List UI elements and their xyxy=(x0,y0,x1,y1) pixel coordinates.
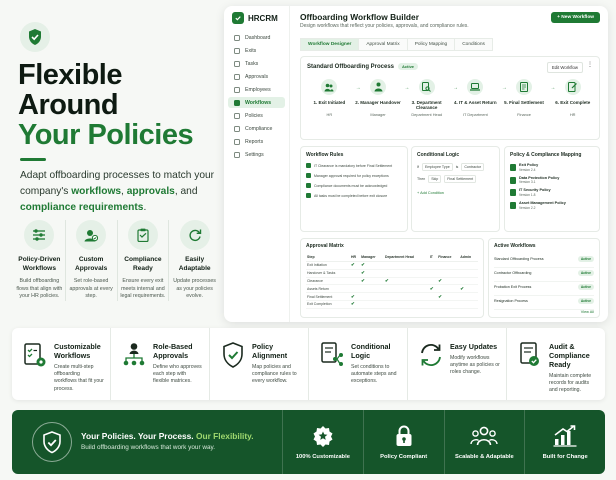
growth-chart-icon xyxy=(553,425,577,447)
hero-title-line3: Your Policies xyxy=(18,119,194,151)
sidebar-item-label: Policies xyxy=(245,112,263,119)
banner-title xyxy=(81,431,254,441)
workflow-name: Standard Offboarding Process xyxy=(494,257,544,261)
workflow-rules-card xyxy=(300,146,408,232)
hero-title-line2: Around xyxy=(18,89,119,121)
banner-subtitle: Build offboarding workflows that work your way. xyxy=(81,444,216,451)
matrix-header: Department Head xyxy=(384,254,429,262)
matrix-cell[interactable] xyxy=(459,300,478,308)
matrix-cell[interactable] xyxy=(429,262,437,270)
feature-desc: Modify workflows anytime as policies or roles change. xyxy=(450,355,500,376)
rule-icon xyxy=(306,193,311,198)
policy-version: Version 3.1 xyxy=(519,180,536,185)
settings-icon xyxy=(234,152,240,158)
matrix-cell[interactable] xyxy=(429,293,437,301)
rule-icon xyxy=(306,173,311,178)
document-search-icon xyxy=(419,79,435,95)
rule-icon xyxy=(306,163,311,168)
hero-sub-end: . xyxy=(143,202,147,213)
rule-text: Manager approval required for policy exceptions xyxy=(314,173,389,178)
status-badge: Active xyxy=(578,270,594,276)
banner-item-label: Built for Change xyxy=(542,453,588,460)
rule-item[interactable] xyxy=(306,183,402,188)
matrix-cell[interactable] xyxy=(437,269,459,277)
condition-row xyxy=(417,175,494,183)
condition-row xyxy=(417,163,494,171)
invoice-icon xyxy=(516,79,532,95)
reports-icon xyxy=(234,139,240,145)
process-step[interactable] xyxy=(402,79,459,117)
process-title: Standard Offboarding Process xyxy=(307,63,395,70)
dashboard-icon xyxy=(234,35,240,41)
bottom-banner xyxy=(12,410,605,474)
hero-feature-title: Easily Adaptable xyxy=(178,256,211,272)
matrix-cell[interactable] xyxy=(459,277,478,285)
process-header xyxy=(307,63,418,70)
matrix-cell[interactable] xyxy=(459,269,478,277)
matrix-step: Final Settlement xyxy=(306,293,350,301)
policies-icon xyxy=(234,113,240,119)
workflow-row[interactable] xyxy=(494,282,594,296)
shield-check-icon xyxy=(32,422,72,462)
new-workflow-button[interactable]: + New Workflow xyxy=(551,12,600,23)
hero-sub-sep: , xyxy=(121,186,127,197)
feature-item xyxy=(111,328,210,400)
policy-version: Version 2.4 xyxy=(519,167,536,172)
sidebar-item-compliance[interactable] xyxy=(228,123,285,134)
hero-feature-desc: Build offboarding flows that align with your HR policies. xyxy=(16,278,63,299)
feature-desc: Define who approves each step with flexible matrices. xyxy=(153,364,202,385)
feature-title: Easy Updates xyxy=(450,342,498,351)
table-row[interactable] xyxy=(306,285,478,293)
sidebar-item-reports[interactable] xyxy=(228,136,285,147)
policy-doc-icon xyxy=(510,202,516,209)
matrix-cell[interactable] xyxy=(350,269,360,277)
check-icon[interactable]: ✔ xyxy=(459,285,478,293)
rule-text: IT Clearance is mandatory before Final Settlement xyxy=(314,163,393,168)
view-all-link[interactable]: View All xyxy=(580,310,594,314)
feature-desc: Set conditions to automate steps and exceptions. xyxy=(351,364,397,385)
hero-feature xyxy=(14,220,66,301)
card-title: Active Workflows xyxy=(494,243,536,249)
process-step[interactable] xyxy=(451,79,507,117)
hero-sub-text: Adapt offboarding processes to match your company's xyxy=(20,170,215,197)
policy-name: Asset Management Policy xyxy=(519,201,566,206)
exits-icon xyxy=(234,48,240,54)
hero-feature xyxy=(169,220,220,301)
sliders-icon xyxy=(24,220,54,250)
step-name: 6. Exit Complete xyxy=(555,100,591,105)
matrix-step: Assets Return xyxy=(306,285,350,293)
hero-subtitle xyxy=(20,168,216,216)
matrix-cell[interactable] xyxy=(459,293,478,301)
arrow-right-icon: → xyxy=(550,85,556,91)
check-icon[interactable]: ✔ xyxy=(437,293,459,301)
status-badge: Active xyxy=(578,298,594,304)
matrix-cell[interactable] xyxy=(360,300,384,308)
matrix-header: IT xyxy=(429,254,437,262)
matrix-cell[interactable] xyxy=(429,300,437,308)
step-role: Finance xyxy=(517,112,531,117)
rule-item[interactable] xyxy=(306,163,402,168)
check-icon[interactable]: ✔ xyxy=(350,262,360,270)
matrix-step: Exit Completion xyxy=(306,300,350,308)
condition-action-select[interactable]: Skip xyxy=(428,175,441,183)
feature-desc: Map policies and compliance rules to every workflow. xyxy=(252,364,297,385)
sidebar-item-label: Dashboard xyxy=(245,34,271,41)
status-badge: Active xyxy=(578,256,594,262)
shield-check-icon xyxy=(220,342,246,368)
title-underline xyxy=(20,158,46,161)
matrix-cell[interactable] xyxy=(429,277,437,285)
matrix-step: Exit Initiation xyxy=(306,262,350,270)
banner-item xyxy=(363,410,444,474)
feature-title: Role-Based Approvals xyxy=(153,342,193,360)
check-icon[interactable]: ✔ xyxy=(437,277,459,285)
process-step[interactable] xyxy=(305,79,361,117)
matrix-cell[interactable] xyxy=(437,285,459,293)
check-icon[interactable]: ✔ xyxy=(360,269,384,277)
sidebar-item-label: Workflows xyxy=(245,99,272,106)
checklist-gear-icon xyxy=(22,342,48,368)
sidebar-item-label: Exits xyxy=(245,47,257,54)
policy-item[interactable] xyxy=(510,163,594,172)
feature-item xyxy=(12,328,111,400)
sidebar-item-dashboard[interactable] xyxy=(228,32,285,43)
approval-matrix-card xyxy=(300,238,484,318)
condition-field-select[interactable]: Employee Type xyxy=(422,163,453,171)
matrix-cell[interactable] xyxy=(360,293,384,301)
sidebar-item-label: Reports xyxy=(245,138,264,145)
hero-title xyxy=(18,60,193,150)
step-role: IT Department xyxy=(462,112,488,117)
manager-icon xyxy=(370,79,386,95)
matrix-cell[interactable] xyxy=(350,277,360,285)
clipboard-check-icon xyxy=(128,220,158,250)
workflows-icon xyxy=(234,100,240,106)
banner-items xyxy=(282,410,605,474)
condition-value-select[interactable]: Contractor xyxy=(461,163,484,171)
hero-feature xyxy=(118,220,170,301)
sidebar-item-settings[interactable] xyxy=(228,149,285,160)
policy-item[interactable] xyxy=(510,188,594,197)
matrix-step: Clearance xyxy=(306,277,350,285)
arrow-right-icon: → xyxy=(355,85,361,91)
rule-text: All tasks must be completed before exit closure xyxy=(314,193,388,198)
tab-workflow-designer[interactable]: Workflow Designer xyxy=(300,38,358,51)
step-name: 4. IT & Asset Return xyxy=(454,100,497,105)
process-steps xyxy=(305,79,597,117)
policy-version: Version 2.2 xyxy=(519,205,536,210)
sidebar-item-label: Approvals xyxy=(245,73,269,80)
hero-features xyxy=(14,220,220,301)
tab-policy-mapping[interactable]: Policy Mapping xyxy=(407,38,455,51)
hero-sub-workflows: workflows xyxy=(71,186,122,197)
laptop-icon xyxy=(467,79,483,95)
star-badge-icon xyxy=(312,425,334,447)
employees-icon xyxy=(234,87,240,93)
step-role: Department Head xyxy=(411,112,443,117)
hierarchy-icon xyxy=(121,342,147,368)
status-badge: Active xyxy=(398,63,418,70)
refresh-icon xyxy=(180,220,210,250)
banner-item xyxy=(282,410,363,474)
arrow-right-icon: → xyxy=(404,85,410,91)
matrix-cell[interactable] xyxy=(429,269,437,277)
hero-feature-desc: Ensure every exit meets internal and legal requirements. xyxy=(120,278,166,299)
hero-feature-desc: Update processes as your policies evolve. xyxy=(173,278,216,299)
feature-title: Policy Alignment xyxy=(252,342,288,360)
active-workflows-card xyxy=(488,238,600,318)
feature-strip xyxy=(12,328,605,400)
matrix-header: Manager xyxy=(360,254,384,262)
arrow-right-icon: → xyxy=(453,85,459,91)
matrix-cell[interactable] xyxy=(384,285,429,293)
tab-bar xyxy=(300,38,493,51)
feature-item xyxy=(210,328,309,400)
step-name: 5. Final Settlement xyxy=(504,100,544,105)
matrix-cell[interactable] xyxy=(437,262,459,270)
matrix-cell[interactable] xyxy=(384,300,429,308)
policy-name: Data Protection Policy xyxy=(519,175,560,180)
card-title: Workflow Rules xyxy=(306,152,344,158)
sidebar-item-policies[interactable] xyxy=(228,110,285,121)
page-title: Offboarding Workflow Builder xyxy=(300,12,419,22)
policy-name: Exit Policy xyxy=(519,163,539,167)
lock-icon xyxy=(395,425,413,447)
compliance-icon xyxy=(234,126,240,132)
feature-item xyxy=(507,328,605,400)
card-title: Policy & Compliance Mapping xyxy=(510,152,582,158)
table-row[interactable] xyxy=(306,277,478,285)
sidebar-item-workflows[interactable] xyxy=(228,97,285,108)
feature-title: Customizable Workflows xyxy=(54,342,101,360)
table-row[interactable] xyxy=(306,269,478,277)
shield-check-icon xyxy=(20,22,50,52)
logo-shield-icon xyxy=(232,12,244,24)
sidebar-item-label: Compliance xyxy=(245,125,273,132)
more-options-icon[interactable]: ⋮ xyxy=(587,62,593,68)
document-branch-icon xyxy=(319,342,345,368)
workflow-name: Probation Exit Process xyxy=(494,285,532,289)
banner-title-accent: Our Flexibility. xyxy=(195,431,254,441)
matrix-header: HR xyxy=(350,254,360,262)
policy-doc-icon xyxy=(510,177,516,184)
check-icon[interactable]: ✔ xyxy=(360,277,384,285)
step-name: 3. Department Clearance xyxy=(411,100,442,111)
matrix-cell[interactable] xyxy=(437,300,459,308)
status-badge: Active xyxy=(578,284,594,290)
policy-version: Version 1.8 xyxy=(519,192,536,197)
check-icon[interactable]: ✔ xyxy=(384,277,429,285)
step-name: 2. Manager Handover xyxy=(355,100,401,105)
workflow-row[interactable] xyxy=(494,296,594,310)
card-title: Conditional Logic xyxy=(417,152,460,158)
condition-operator: is xyxy=(455,165,459,169)
rule-icon xyxy=(306,183,311,188)
banner-item-label: Policy Compliant xyxy=(380,453,428,460)
hero-feature xyxy=(66,220,118,301)
feature-desc: Create multi-step offboarding workflows that fit your process. xyxy=(54,364,104,392)
policy-doc-icon xyxy=(510,164,516,171)
matrix-header: Finance xyxy=(437,254,459,262)
matrix-cell[interactable] xyxy=(384,262,429,270)
edit-workflow-button[interactable]: Edit Workflow xyxy=(547,62,583,73)
sidebar xyxy=(224,6,290,322)
tasks-icon xyxy=(234,61,240,67)
hero-feature-desc: Set role-based approvals at every step. xyxy=(69,278,113,299)
feature-item xyxy=(309,328,408,400)
app-logo[interactable] xyxy=(224,12,289,32)
matrix-cell[interactable] xyxy=(350,285,360,293)
step-role: HR xyxy=(326,112,333,117)
hero-title-line1: Flexible xyxy=(18,59,122,91)
hero-sub-sep: , and xyxy=(174,186,198,197)
workflow-name: Resignation Process xyxy=(494,299,528,303)
matrix-header: Step xyxy=(306,254,350,262)
check-icon[interactable]: ✔ xyxy=(429,285,437,293)
banner-item-label: 100% Customizable xyxy=(295,453,350,460)
sidebar-item-employees[interactable] xyxy=(228,84,285,95)
process-step[interactable] xyxy=(354,79,410,117)
sidebar-item-label: Settings xyxy=(245,151,264,158)
main-content xyxy=(298,6,608,322)
logo-text: HRCRM xyxy=(248,13,278,23)
table-row[interactable] xyxy=(306,262,478,270)
sidebar-item-label: Employees xyxy=(245,86,271,93)
step-name: 1. Exit Initiated xyxy=(313,100,346,105)
step-role: HR xyxy=(569,112,576,117)
conditional-logic-card xyxy=(411,146,500,232)
tab-conditions[interactable]: Conditions xyxy=(454,38,493,51)
hero-section xyxy=(0,0,222,322)
hero-feature-title: Custom Approvals xyxy=(75,256,108,272)
approval-matrix-table xyxy=(306,254,478,309)
check-icon[interactable]: ✔ xyxy=(350,300,360,308)
policy-mapping-card xyxy=(504,146,600,232)
tab-approval-matrix[interactable]: Approval Matrix xyxy=(358,38,406,51)
process-card xyxy=(300,56,600,140)
sign-off-icon xyxy=(565,79,581,95)
matrix-cell[interactable] xyxy=(360,285,384,293)
matrix-cell[interactable] xyxy=(384,293,429,301)
banner-item-label: Scalable & Adaptable xyxy=(455,453,514,460)
rule-item[interactable] xyxy=(306,193,402,198)
card-title: Approval Matrix xyxy=(306,243,344,249)
refresh-icon xyxy=(418,342,444,368)
table-row[interactable] xyxy=(306,293,478,301)
banner-item xyxy=(444,410,525,474)
approvals-icon xyxy=(234,74,240,80)
banner-title-text: Your Policies. Your Process. xyxy=(81,431,196,441)
hero-sub-approvals: approvals xyxy=(126,186,175,197)
workflow-name: Contractor Offboarding xyxy=(494,271,532,275)
policy-item[interactable] xyxy=(510,176,594,185)
condition-if: If xyxy=(417,165,419,169)
hero-feature-title: Policy-Driven Workflows xyxy=(18,256,61,272)
rule-item[interactable] xyxy=(306,173,402,178)
check-icon[interactable]: ✔ xyxy=(360,262,384,270)
process-step[interactable] xyxy=(500,79,556,117)
feature-item xyxy=(408,328,507,400)
table-row[interactable] xyxy=(306,300,478,308)
audit-document-icon xyxy=(517,342,543,368)
policy-item[interactable] xyxy=(510,201,594,210)
feature-title: Audit & Compliance Ready xyxy=(549,342,590,369)
step-role: Manager xyxy=(370,112,386,117)
matrix-cell[interactable] xyxy=(459,262,478,270)
matrix-cell[interactable] xyxy=(384,269,429,277)
sidebar-item-approvals[interactable] xyxy=(228,71,285,82)
arrow-right-icon: → xyxy=(501,85,507,91)
hero-feature-title: Compliance Ready xyxy=(124,256,162,272)
check-icon[interactable]: ✔ xyxy=(350,293,360,301)
rule-text: Compliance documents must be acknowledged xyxy=(314,183,388,188)
condition-target-select[interactable]: Final Settlement xyxy=(444,175,476,183)
team-icon xyxy=(470,425,498,447)
sidebar-item-label: Tasks xyxy=(245,60,259,67)
hero-sub-compliance: compliance requirements xyxy=(20,202,144,213)
matrix-step: Handover & Tasks xyxy=(306,269,350,277)
users-icon xyxy=(321,79,337,95)
policy-name: IT Security Policy xyxy=(519,188,551,193)
matrix-header: Admin xyxy=(459,254,478,262)
workflow-row[interactable] xyxy=(494,268,594,282)
add-condition-button[interactable]: + Add Condition xyxy=(417,191,444,195)
workflow-row[interactable] xyxy=(494,254,594,268)
page-subtitle: Design workflows that reflect your policies, approvals, and compliance rules. xyxy=(300,23,469,29)
sidebar-item-exits[interactable] xyxy=(228,45,285,56)
feature-desc: Maintain complete records for audits and reporting. xyxy=(549,373,592,394)
sidebar-item-tasks[interactable] xyxy=(228,58,285,69)
banner-item xyxy=(524,410,605,474)
condition-then: Then xyxy=(417,177,426,181)
policy-doc-icon xyxy=(510,189,516,196)
process-step[interactable] xyxy=(548,79,597,117)
app-window xyxy=(224,6,608,322)
feature-title: Conditional Logic xyxy=(351,342,391,360)
user-check-icon xyxy=(76,220,106,250)
